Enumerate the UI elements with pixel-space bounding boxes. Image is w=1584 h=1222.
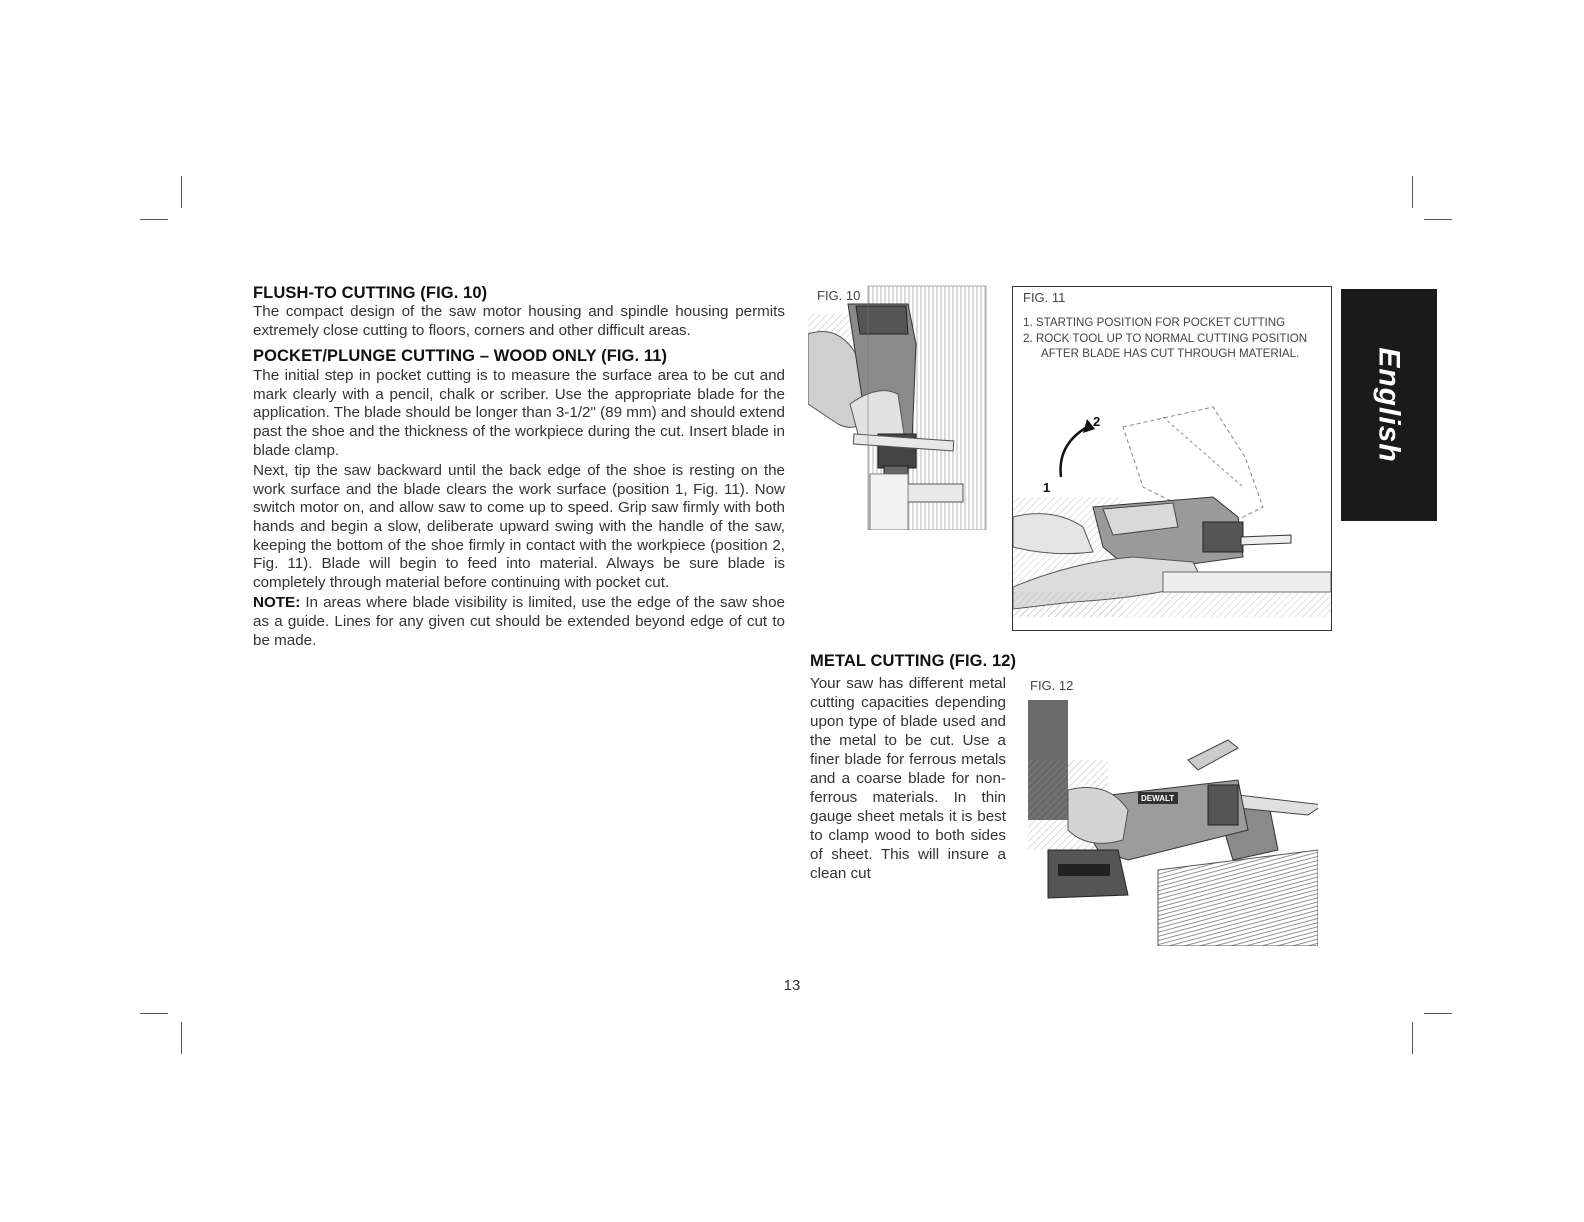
pocket-cutting-heading: POCKET/PLUNGE CUTTING – WOOD ONLY (FIG. 11) xyxy=(253,347,668,366)
fig11-caption-item: 1. STARTING POSITION FOR POCKET CUTTING xyxy=(1023,316,1286,329)
crop-mark xyxy=(1424,219,1452,220)
page-number: 13 xyxy=(783,977,801,994)
note-label: NOTE: xyxy=(253,594,301,612)
metal-cutting-heading: METAL CUTTING (FIG. 12) xyxy=(810,652,1017,670)
crop-mark xyxy=(1424,1013,1452,1014)
language-tab xyxy=(1341,289,1437,521)
figure-11 xyxy=(1012,286,1332,631)
fig12-label: FIG. 12 xyxy=(1030,678,1074,693)
flush-cutting-body: The compact design of the saw motor housing and spindle housing permits extremely close cutting to floors, corners and other difficult areas. xyxy=(253,303,785,339)
fig12-illustration xyxy=(1028,700,1318,946)
crop-mark xyxy=(1412,176,1413,208)
crop-mark xyxy=(140,219,168,220)
fig10-illustration xyxy=(808,284,1000,530)
crop-mark xyxy=(140,1013,168,1014)
pocket-cutting-note xyxy=(253,594,785,650)
crop-mark xyxy=(1412,1022,1413,1054)
figure-12 xyxy=(1028,700,1318,946)
crop-mark xyxy=(181,176,182,208)
flush-cutting-heading: FLUSH-TO CUTTING (FIG. 10) xyxy=(253,284,488,302)
metal-cutting-text xyxy=(810,674,1006,883)
fig11-label: FIG. 11 xyxy=(1023,290,1066,305)
metal-cutting-body: Your saw has different metal cutting capacities depending upon type of blade used and the metal to be cut. Use a finer blade for ferrous metals and a coarse blade for non-ferrous materials. In thin gauge sheet metals it is best to clamp wood to both sides of sheet. This will insure a clean cut xyxy=(810,675,1006,882)
fig10-label: FIG. 10 xyxy=(814,288,863,303)
fig12-brand-text: DEWALT xyxy=(1141,794,1175,803)
pocket-cutting-para-1: The initial step in pocket cutting is to measure the surface area to be cut and mark clearly with a pencil, chalk or scriber. Use the appropriate blade for the application. The blade should be longer than 3-1/2" (89 mm) and should extend past the shoe and the thickness of the workpiece during the cut. Insert blade in blade clamp. xyxy=(253,367,785,459)
fig11-callout-1: 1 xyxy=(1043,480,1051,495)
language-tab-label: English xyxy=(1373,347,1406,463)
fig11-illustration xyxy=(1013,397,1331,630)
note-text: In areas where blade visibility is limited, use the edge of the saw shoe as a guide. Lines for any given cut should be extended beyond edge of cut to be made. xyxy=(253,594,785,649)
fig11-caption-list xyxy=(1023,315,1313,362)
fig11-caption-item: 2. ROCK TOOL UP TO NORMAL CUTTING POSITION AFTER BLADE HAS CUT THROUGH MATERIAL. xyxy=(1023,331,1308,360)
crop-mark xyxy=(181,1022,182,1054)
figure-10 xyxy=(808,284,1000,530)
fig11-callout-2: 2 xyxy=(1093,414,1101,429)
pocket-cutting-para-2: Next, tip the saw backward until the back edge of the shoe is resting on the work surface and the blade clears the work surface (position 1, Fig. 11). Now switch motor on, and allow saw to come up to speed. Grip saw firmly with both hands and begin a slow, deliberate upward swing with the handle of the saw, keeping the bottom of the shoe firmly in contact with the workpiece (position 2, Fig. 11). Blade will begin to feed into material. Always be sure blade is completely through material before continuing with pocket cut. xyxy=(253,462,785,591)
left-column xyxy=(253,284,785,650)
